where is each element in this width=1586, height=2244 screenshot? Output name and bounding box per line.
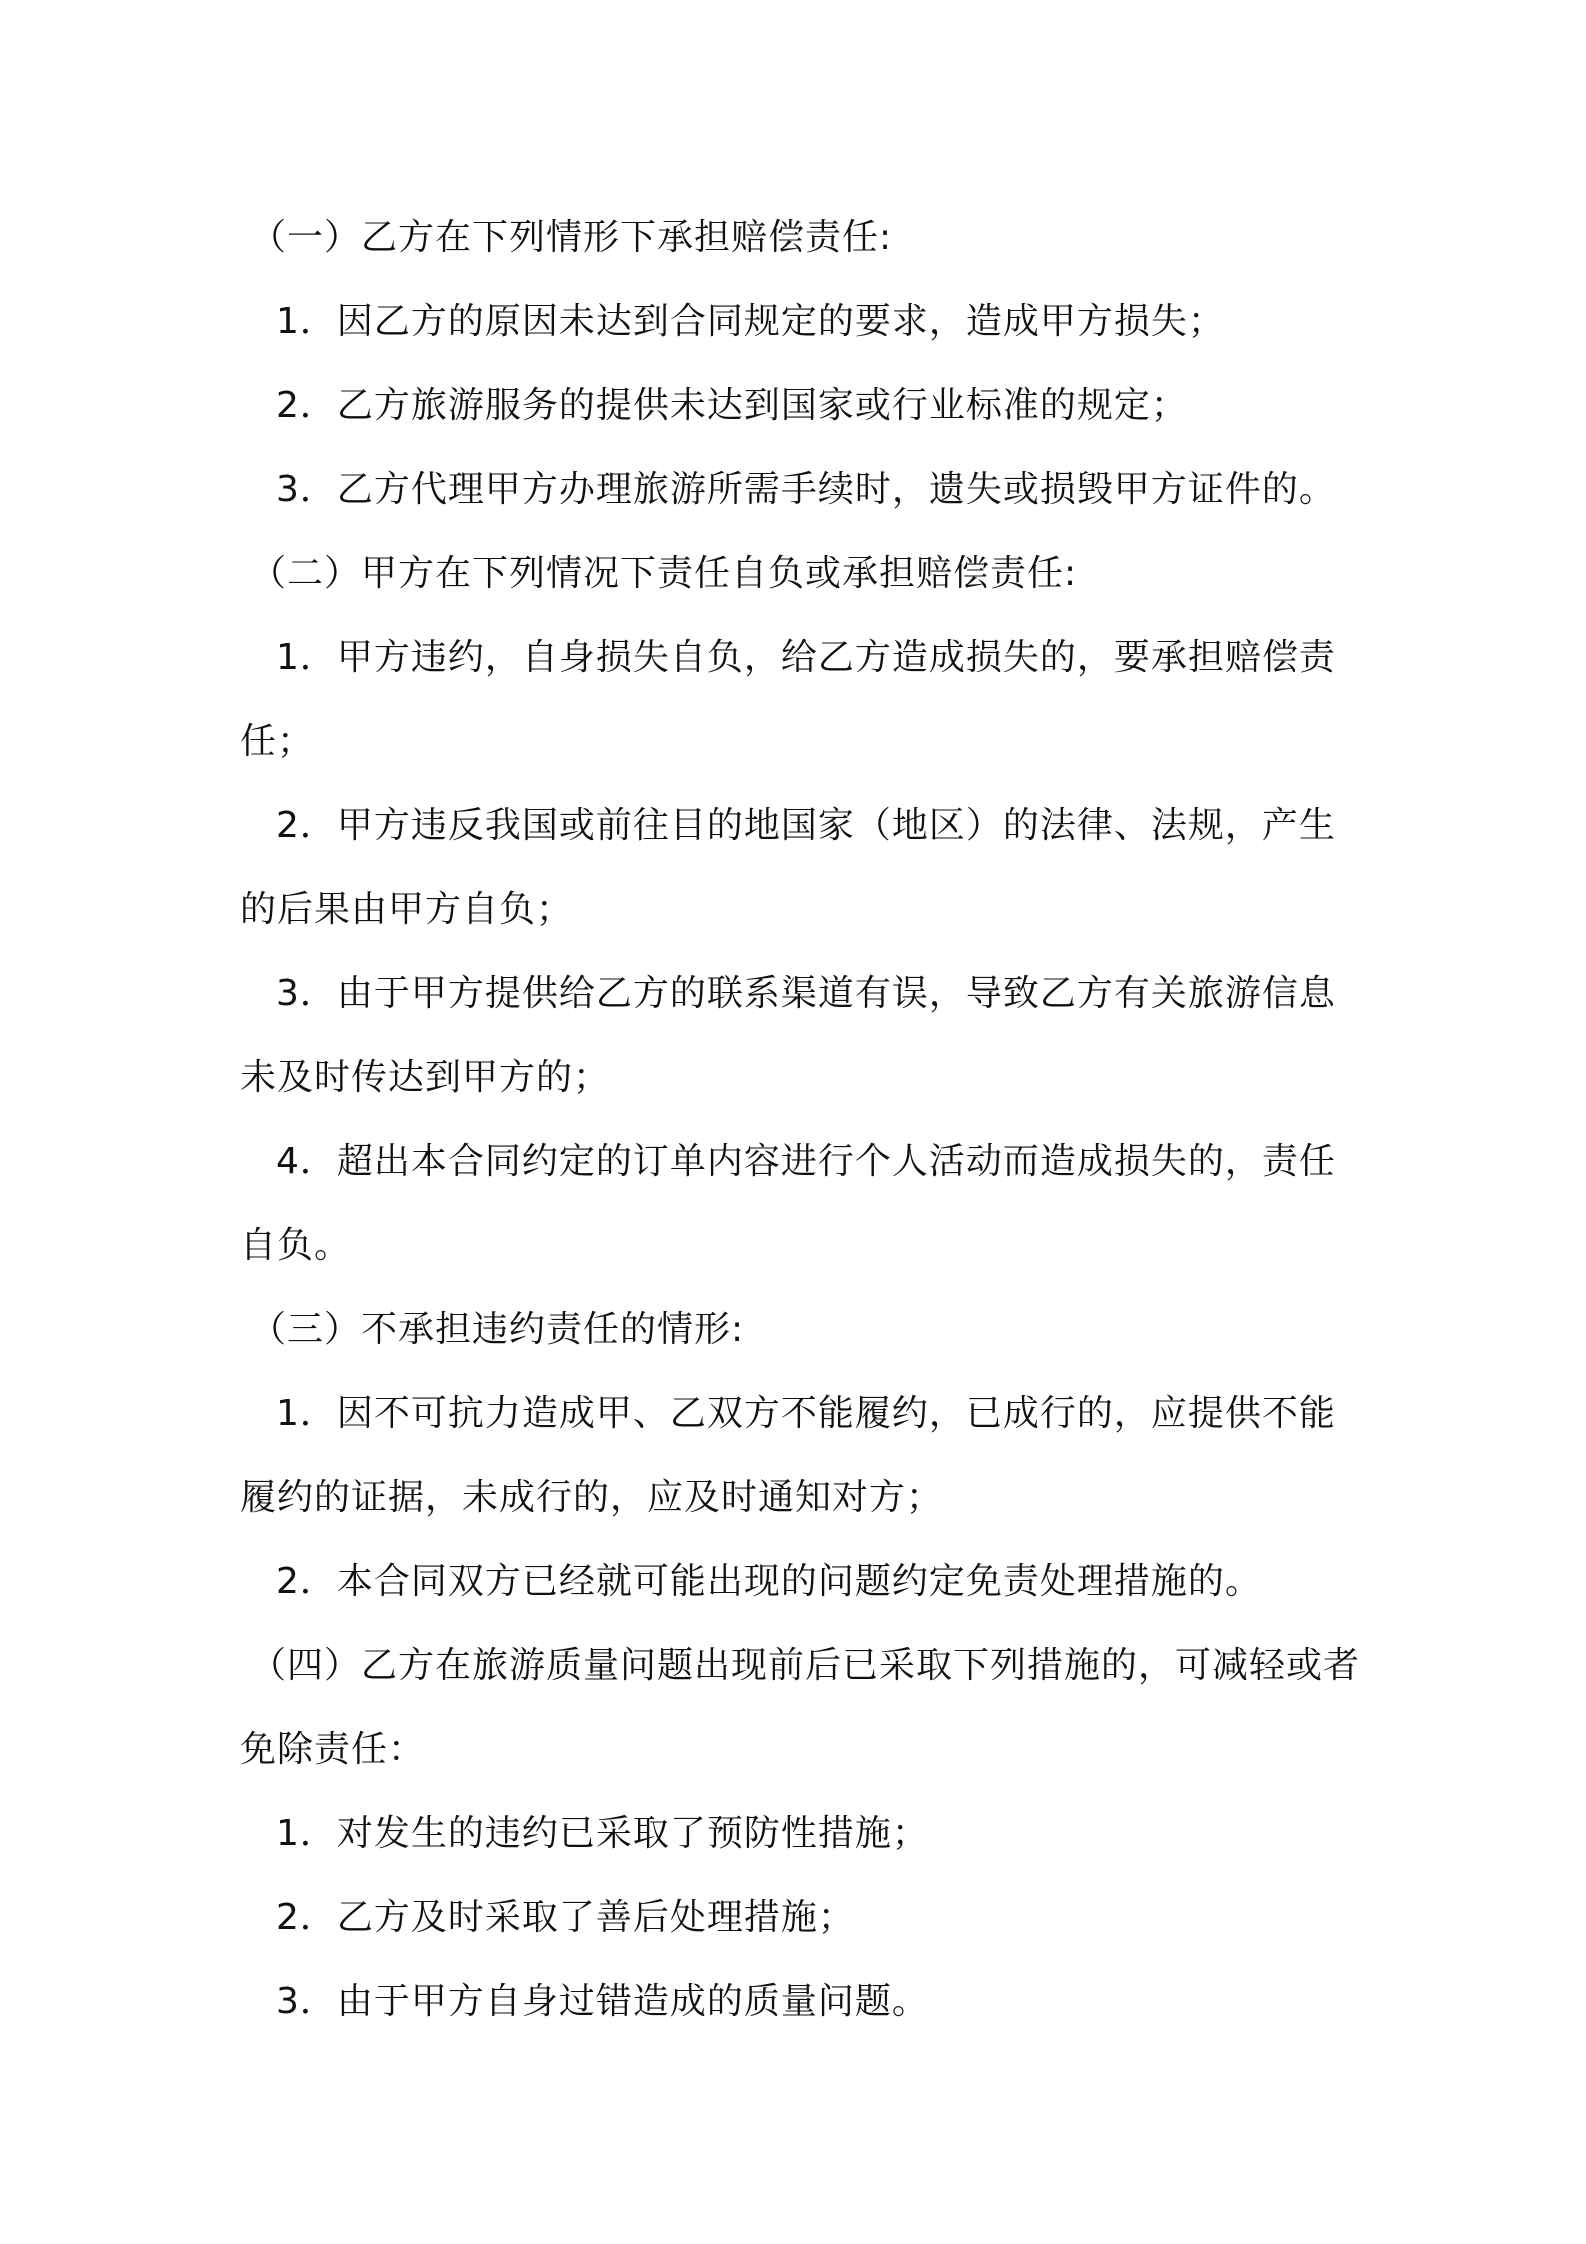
clause-2-1-continued: 任； — [240, 721, 315, 762]
section-heading-3: （三）不承担违约责任的情形: — [250, 1309, 745, 1350]
section-heading-1: （一）乙方在下列情形下承担赔偿责任: — [250, 217, 893, 258]
document-page — [240, 196, 1360, 2044]
clause-2-3: 3．由于甲方提供给乙方的联系渠道有误，导致乙方有关旅游信息 — [276, 973, 1336, 1014]
clause-1-3: 3．乙方代理甲方办理旅游所需手续时，遗失或损毁甲方证件的。 — [276, 469, 1336, 510]
clause-2-4: 4．超出本合同约定的订单内容进行个人活动而造成损失的，责任 — [276, 1141, 1336, 1182]
section-heading-2: （二）甲方在下列情况下责任自负或承担赔偿责任: — [250, 553, 1078, 594]
clause-1-1: 1．因乙方的原因未达到合同规定的要求，造成甲方损失； — [276, 301, 1225, 342]
clause-3-1: 1．因不可抗力造成甲、乙双方不能履约，已成行的，应提供不能 — [276, 1393, 1336, 1434]
clause-2-2-continued: 的后果由甲方自负； — [240, 889, 574, 930]
clause-2-2: 2．甲方违反我国或前往目的地国家（地区）的法律、法规，产生 — [276, 805, 1336, 846]
clause-2-4-continued: 自负。 — [240, 1225, 352, 1266]
clause-2-1: 1．甲方违约，自身损失自负，给乙方造成损失的，要承担赔偿责 — [276, 637, 1336, 678]
clause-1-2: 2．乙方旅游服务的提供未达到国家或行业标准的规定； — [276, 385, 1188, 426]
clause-3-1-continued: 履约的证据，未成行的，应及时通知对方； — [240, 1477, 944, 1518]
clause-4-1: 1．对发生的违约已采取了预防性措施； — [276, 1813, 929, 1854]
clause-2-3-continued: 未及时传达到甲方的； — [240, 1057, 611, 1098]
clause-3-2: 2．本合同双方已经就可能出现的问题约定免责处理措施的。 — [276, 1561, 1262, 1602]
section-heading-4: （四）乙方在旅游质量问题出现前后已采取下列措施的，可减轻或者 — [250, 1645, 1361, 1686]
clause-4-2: 2．乙方及时采取了善后处理措施； — [276, 1897, 855, 1938]
section-heading-4-continued: 免除责任： — [240, 1729, 426, 1770]
clause-4-3: 3．由于甲方自身过错造成的质量问题。 — [276, 1981, 929, 2022]
